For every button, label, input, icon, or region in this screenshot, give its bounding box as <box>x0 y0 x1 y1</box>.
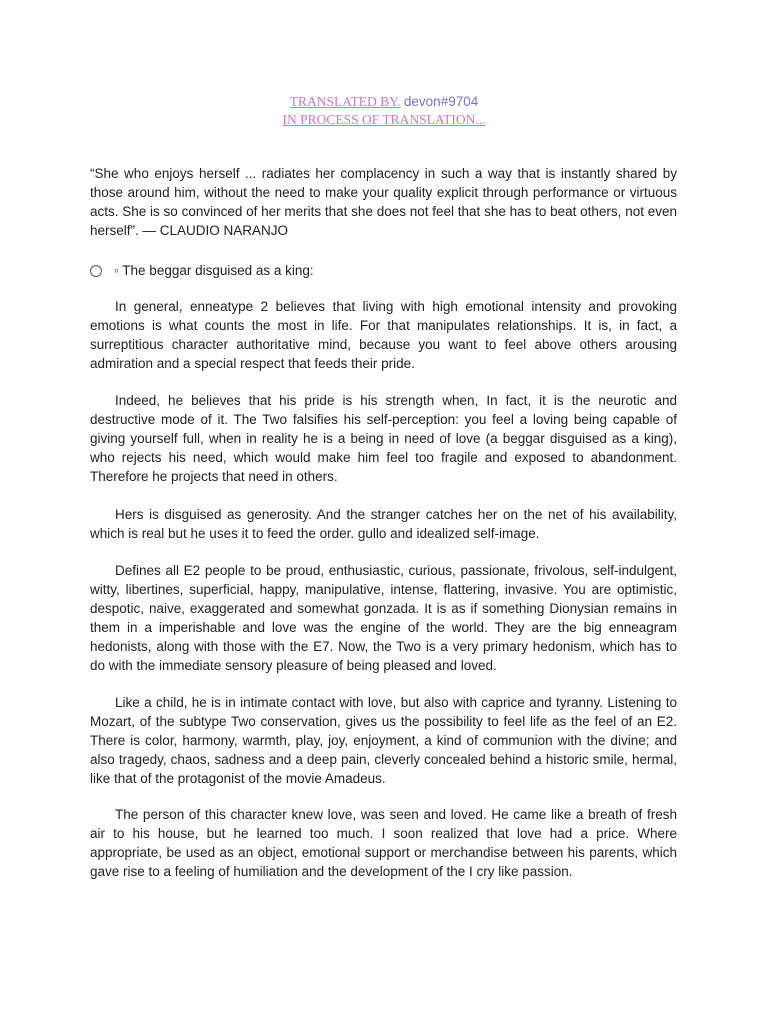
translation-status: IN PROCESS OF TRANSLATION... <box>282 112 486 127</box>
radio-circle-icon <box>90 265 102 277</box>
section-heading <box>90 262 677 280</box>
paragraph-5: Like a child, he is in intimate contact with love, but also with caprice and tyranny. Listening to Mozart, of the subtype Two conservation, gives us the possibility to feel life as the feel of an E2. There is color, harmony, warmth, play, joy, enjoyment, a kind of communion with the divine; and also tragedy, chaos, sadness and a deep pain, cleverly concealed behind a historic smile, hermal, like that of the protagonist of the movie Amadeus. <box>90 695 677 786</box>
paragraph-3: Hers is disguised as generosity. And the stranger catches her on the net of his availability, which is real but he uses it to feed the order. gullo and idealized self-image. <box>90 507 677 541</box>
paragraph-1: In general, enneatype 2 believes that living with high emotional intensity and provoking emotions is what counts the most in life. For that manipulates relationships. It is, in fact, a surreptitious character authoritative mind, because you want to feel above others arousing admiration and a special respect that feeds their pride. <box>90 299 677 371</box>
opening-quote: “She who enjoys herself ... radiates her complacency in such a way that is instantly shared by those around him, without the need to make your quality explicit through performance or virtuous acts. She is so convinced of her merits that she does not feel that she has to beat others, not even herself”. — CLAUDIO NARANJO <box>90 166 677 238</box>
paragraph-4: Defines all E2 people to be proud, enthusiastic, curious, passionate, frivolous, self-indulgent, witty, libertines, superficial, happy, manipulative, intense, flattering, invasive. You are optimistic, despotic, naive, exaggerated and somewhat gonzada. It is as if something Dionysian remains in them in a imperishable and love was the engine of the world. They are the big enneagram hedonists, along with those with the E7. Now, the Two is a very primary hedonism, which has to do with the immediate sensory pleasure of being pleased and loved. <box>90 563 677 673</box>
translated-by-label: TRANSLATED BY. <box>289 94 401 109</box>
paragraph-6: The person of this character knew love, was seen and loved. He came like a breath of fresh air to his house, but he learned too much. I soon realized that love had a price. Where appropriate, be used as an object, emotional support or merchandise between his parents, which gave rise to a feeling of humiliation and the development of the I cry like passion. <box>90 807 677 879</box>
translated-by-line <box>0 93 768 111</box>
section-heading-label: ◦ The beggar disguised as a king: <box>114 263 314 278</box>
translation-header <box>0 93 768 129</box>
paragraph-2: Indeed, he believes that his pride is his strength when, In fact, it is the neurotic and destructive mode of it. The Two falsifies his self-perception: you feel a loving being capable of giving yourself full, when in reality he is a being in need of love (a beggar disguised as a king), who rejects his need, which would make him feel too fragile and exposed to abandonment. Therefore he projects that need in others. <box>90 393 677 484</box>
translator-name: devon#9704 <box>403 94 479 109</box>
